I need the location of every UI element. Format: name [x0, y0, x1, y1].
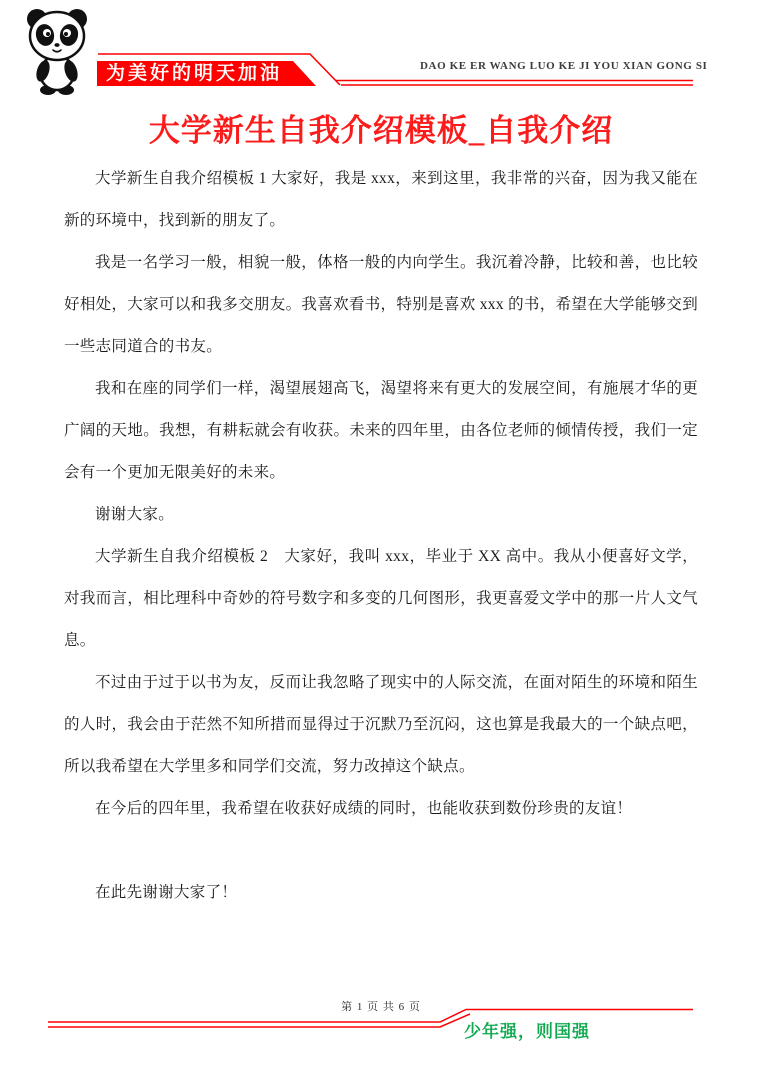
paragraph: 我是一名学习一般，相貌一般，体格一般的内向学生。我沉着冷静，比较和善，也比较好相处，大家可以和我多交朋友。我喜欢看书，特别是喜欢 xxx 的书，希望在大学能够交到一些志同道合的书友。	[64, 254, 698, 355]
footer-rule-lines	[0, 1000, 762, 1045]
paragraph: 不过由于过于以书为友，反而让我忽略了现实中的人际交流，在面对陌生的环境和陌生的人时，我会由于茫然不知所措而显得过于沉默乃至沉闷，这也算是我最大的一个缺点吧，所以我希望在大学里多和同学们交流，努力改掉这个缺点。	[64, 674, 698, 775]
page-number-indicator: 第 1 页 共 6 页	[341, 1001, 421, 1013]
paragraph: 谢谢大家。	[95, 506, 175, 523]
footer-slogan: 少年强，则国强	[464, 1022, 590, 1041]
document-body	[64, 158, 698, 914]
paragraph	[64, 830, 698, 872]
header-banner-slogan: 为美好的明天加油	[106, 63, 283, 84]
paragraph: 在今后的四年里，我希望在收获好成绩的同时，也能收获到数份珍贵的友谊！	[95, 800, 633, 817]
page-title: 大学新生自我介绍模板_自我介绍	[148, 113, 614, 148]
paragraph: 我和在座的同学们一样，渴望展翅高飞，渴望将来有更大的发展空间，有施展才华的更广阔的天地。我想，有耕耘就会有收获。未来的四年里，由各位老师的倾情传授，我们一定会有一个更加无限美好的未来。	[64, 380, 698, 481]
company-name-pinyin: DAO KE ER WANG LUO KE JI YOU XIAN GONG SI	[420, 60, 708, 72]
paragraph: 在此先谢谢大家了！	[95, 884, 238, 901]
paragraph: 大学新生自我介绍模板 1 大家好，我是 xxx，来到这里，我非常的兴奋，因为我又能在新的环境中，找到新的朋友了。	[64, 170, 698, 229]
paragraph: 大学新生自我介绍模板 2 大家好，我叫 xxx，毕业于 XX 高中。我从小便喜好文学，对我而言，相比理科中奇妙的符号数字和多变的几何图形，我更喜爱文学中的那一片人文气息。	[64, 548, 698, 649]
